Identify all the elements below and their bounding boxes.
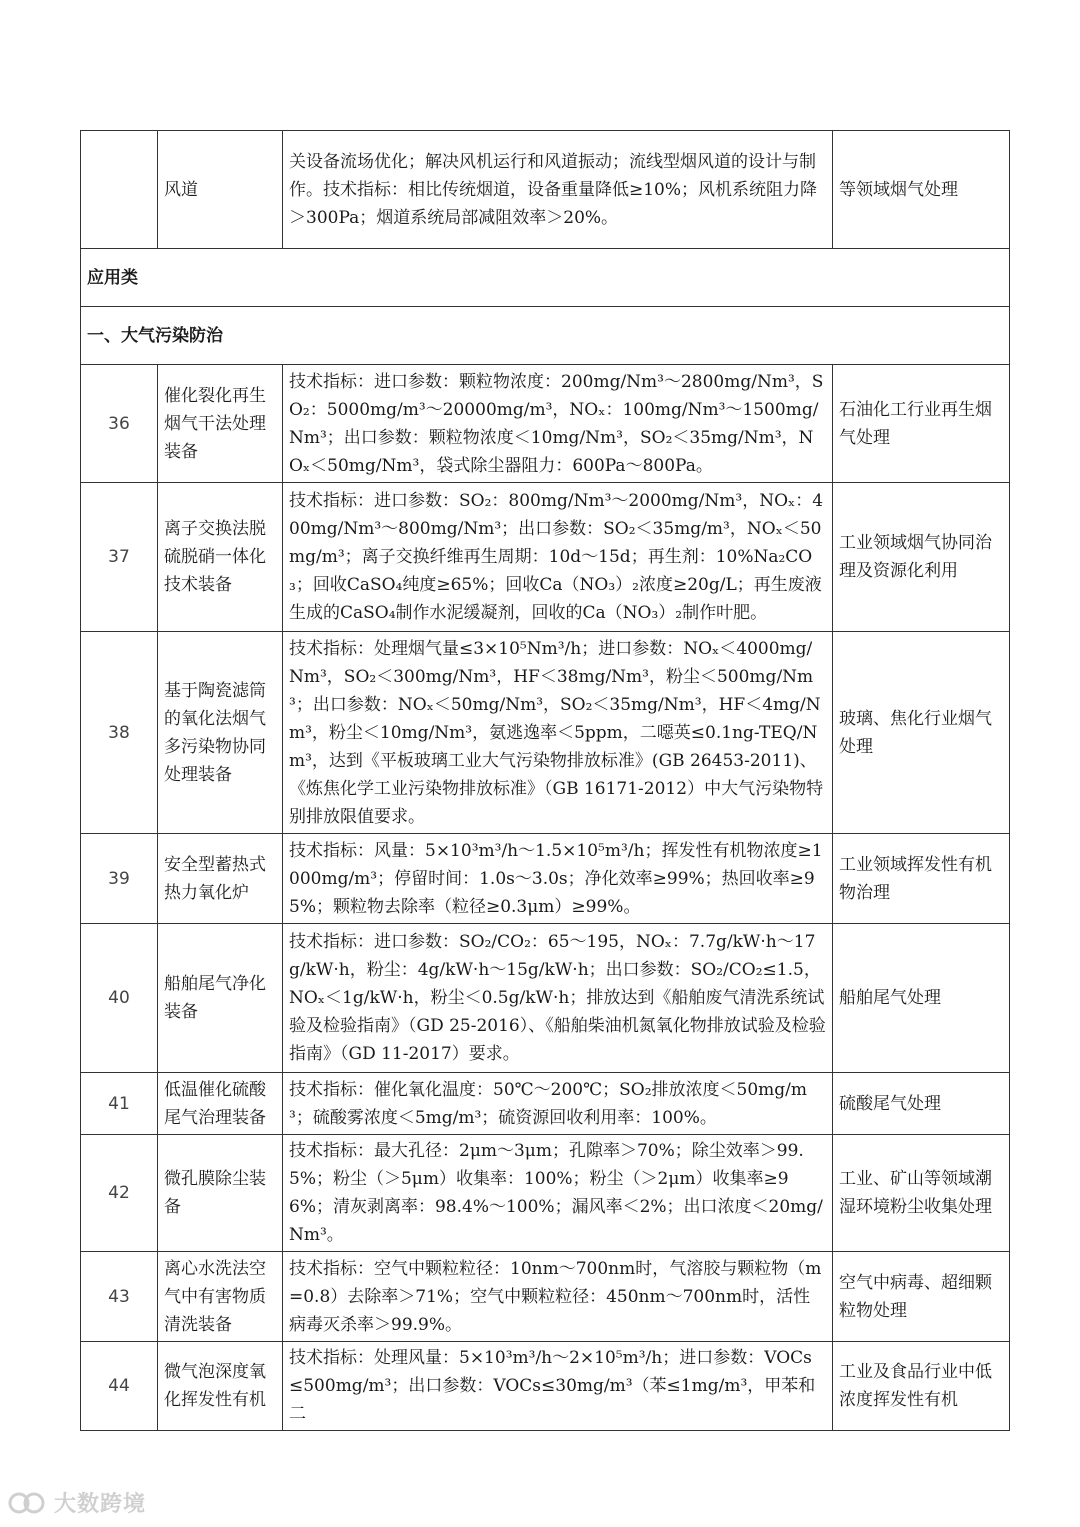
application-field: 等领域烟气处理 xyxy=(833,131,1010,249)
technical-spec: 技术指标：处理烟气量≤3×10⁵Nm³/h；进口参数：NOₓ＜4000mg/Nm³，SO₂＜300mg/Nm³，HF＜38mg/Nm³，粉尘＜500mg/Nm³；出口参数：NOₓ＜50mg/Nm³，SO₂＜35mg/Nm³，HF＜4mg/Nm³，粉尘＜10mg/Nm³，氨逃逸率＜5ppm，二噁英≤0.1ng-TEQ/Nm³，达到《平板玻璃工业大气污染物排放标准》(GB 26453-2011)、《炼焦化学工业污染物排放标准》（GB 16171-2012）中大气污染物特别排放限值要求。 xyxy=(283,632,833,834)
technical-spec: 技术指标：处理风量：5×10³m³/h～2×10⁵m³/h；进口参数：VOCs≤500mg/m³；出口参数：VOCs≤30mg/m³（苯≤1mg/m³，甲苯和二 xyxy=(283,1342,833,1431)
technical-spec: 技术指标：进口参数：颗粒物浓度：200mg/Nm³～2800mg/Nm³，SO₂：5000mg/m³～20000mg/m³，NOₓ：100mg/Nm³～1500mg/Nm³；出口参数：颗粒物浓度＜10mg/Nm³，SO₂＜35mg/Nm³，NOₓ＜50mg/Nm³，袋式除尘器阻力：600Pa～800Pa。 xyxy=(283,365,833,483)
row-number: 41 xyxy=(81,1073,158,1135)
row-number: 38 xyxy=(81,632,158,834)
row-number: 36 xyxy=(81,365,158,483)
watermark xyxy=(8,1487,146,1518)
application-field: 船舶尾气处理 xyxy=(833,924,1010,1073)
row-number xyxy=(81,131,158,249)
table-row xyxy=(81,924,1010,1073)
table-row xyxy=(81,632,1010,834)
equipment-name: 微气泡深度氧化挥发性有机 xyxy=(158,1342,283,1431)
equipment-name: 基于陶瓷滤筒的氧化法烟气多污染物协同处理装备 xyxy=(158,632,283,834)
application-field: 工业及食品行业中低浓度挥发性有机 xyxy=(833,1342,1010,1431)
equipment-name: 催化裂化再生烟气干法处理装备 xyxy=(158,365,283,483)
equipment-name: 低温催化硫酸尾气治理装备 xyxy=(158,1073,283,1135)
equipment-name: 离子交换法脱硫脱硝一体化技术装备 xyxy=(158,483,283,632)
application-field: 玻璃、焦化行业烟气处理 xyxy=(833,632,1010,834)
table-row xyxy=(81,365,1010,483)
technical-spec: 技术指标：进口参数：SO₂：800mg/Nm³～2000mg/Nm³，NOₓ：400mg/Nm³～800mg/Nm³；出口参数：SO₂＜35mg/m³，NOₓ＜50mg/m³；离子交换纤维再生周期：10d～15d；再生剂：10%Na₂CO₃；回收CaSO₄纯度≥65%；回收Ca（NO₃）₂浓度≥20g/L；再生废液生成的CaSO₄制作水泥缓凝剂，回收的Ca（NO₃）₂制作叶肥。 xyxy=(283,483,833,632)
row-number: 39 xyxy=(81,834,158,924)
section-row xyxy=(81,249,1010,307)
equipment-name: 船舶尾气净化装备 xyxy=(158,924,283,1073)
table-row xyxy=(81,834,1010,924)
equipment-name: 风道 xyxy=(158,131,283,249)
technical-spec: 技术指标：空气中颗粒粒径：10nm～700nm时，气溶胶与颗粒物（m=0.8）去除率＞71%；空气中颗粒粒径：450nm～700nm时，活性病毒灭杀率＞99.9%。 xyxy=(283,1252,833,1342)
technical-spec: 技术指标：最大孔径：2μm～3μm；孔隙率＞70%；除尘效率＞99.5%；粉尘（＞5μm）收集率：100%；粉尘（＞2μm）收集率≥96%；清灰剥离率：98.4%～100%；漏风率＜2%；出口浓度＜20mg/Nm³。 xyxy=(283,1135,833,1252)
section-row xyxy=(81,307,1010,365)
row-number: 42 xyxy=(81,1135,158,1252)
watermark-text: 大数跨境 xyxy=(54,1492,147,1517)
table-row xyxy=(81,1342,1010,1431)
row-number: 43 xyxy=(81,1252,158,1342)
equipment-name: 微孔膜除尘装备 xyxy=(158,1135,283,1252)
application-field: 工业领域挥发性有机物治理 xyxy=(833,834,1010,924)
row-number: 37 xyxy=(81,483,158,632)
application-field: 硫酸尾气处理 xyxy=(833,1073,1010,1135)
technical-spec: 关设备流场优化；解决风机运行和风道振动；流线型烟风道的设计与制作。技术指标：相比传统烟道，设备重量降低≥10%；风机系统阻力降＞300Pa；烟道系统局部减阻效率＞20%。 xyxy=(283,131,833,249)
application-field: 工业领域烟气协同治理及资源化利用 xyxy=(833,483,1010,632)
technical-spec: 技术指标：风量：5×10³m³/h～1.5×10⁵m³/h；挥发性有机物浓度≥1000mg/m³；停留时间：1.0s～3.0s；净化效率≥99%；热回收率≥95%；颗粒物去除率（粒径≥0.3μm）≥99%。 xyxy=(283,834,833,924)
application-field: 工业、矿山等领域潮湿环境粉尘收集处理 xyxy=(833,1135,1010,1252)
equipment-name: 安全型蓄热式热力氧化炉 xyxy=(158,834,283,924)
equipment-table xyxy=(80,130,1010,1431)
row-number: 44 xyxy=(81,1342,158,1431)
equipment-name: 离心水洗法空气中有害物质清洗装备 xyxy=(158,1252,283,1342)
application-field: 石油化工行业再生烟气处理 xyxy=(833,365,1010,483)
technical-spec: 技术指标：催化氧化温度：50℃～200℃；SO₂排放浓度＜50mg/m³；硫酸雾浓度＜5mg/m³；硫资源回收利用率：100%。 xyxy=(283,1073,833,1135)
technical-spec: 技术指标：进口参数：SO₂/CO₂：65～195，NOₓ：7.7g/kW·h～17g/kW·h，粉尘：4g/kW·h～15g/kW·h；出口参数：SO₂/CO₂≤1.5，NOₓ＜1g/kW·h，粉尘＜0.5g/kW·h；排放达到《船舶废气清洗系统试验及检验指南》（GD 25-2016）、《船舶柴油机氮氧化物排放试验及检验指南》（GD 11-2017）要求。 xyxy=(283,924,833,1073)
table-row xyxy=(81,1252,1010,1342)
table-row xyxy=(81,483,1010,632)
section-heading-application: 应用类 xyxy=(81,249,1010,307)
table-row xyxy=(81,131,1010,249)
section-heading-air-pollution: 一、大气污染防治 xyxy=(81,307,1010,365)
table-row xyxy=(81,1135,1010,1252)
table-row xyxy=(81,1073,1010,1135)
watermark-logo-icon xyxy=(8,1490,48,1516)
row-number: 40 xyxy=(81,924,158,1073)
application-field: 空气中病毒、超细颗粒物处理 xyxy=(833,1252,1010,1342)
